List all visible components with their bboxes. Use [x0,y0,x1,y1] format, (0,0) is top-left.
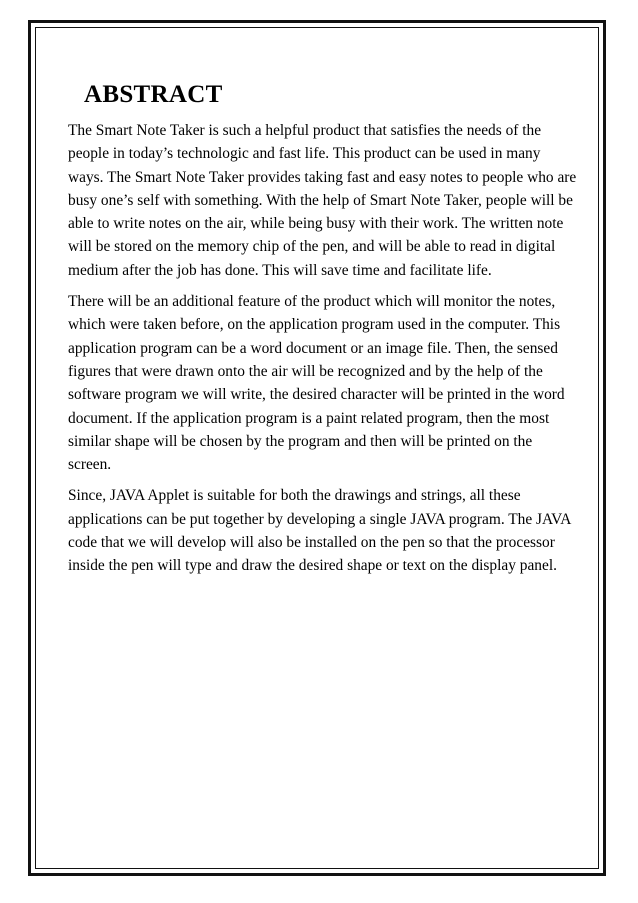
paragraph-3: Since, JAVA Applet is suitable for both the drawings and strings, all these applications can be put together by developing a single JAVA program. The JAVA code that we will develop will also be installed on the pen so that the processor inside the pen will type and draw the desired shape or text on the display panel. [68,487,571,575]
document-title: ABSTRACT [84,81,223,108]
document-body [68,119,578,586]
paragraph-2: There will be an additional feature of the product which will monitor the notes, which were taken before, on the application program used in the computer. This application program can be a word document or an image file. Then, the sensed figures that were drawn onto the air will be recognized and by the help of the software program we will write, the desired character will be printed in the word document. If the application program is a paint related program, then the most similar shape will be chosen by the program and then will be printed on the screen. [68,293,565,474]
paragraph-1: The Smart Note Taker is such a helpful product that satisfies the needs of the people in today’s technologic and fast life. This product can be used in many ways. The Smart Note Taker provides taking fast and easy notes to people who are busy one’s self with something. With the help of Smart Note Taker, people will be able to write notes on the air, while being busy with their work. The written note will be stored on the memory chip of the pen, and will be able to read in digital medium after the job has done. This will save time and facilitate life. [68,122,577,279]
